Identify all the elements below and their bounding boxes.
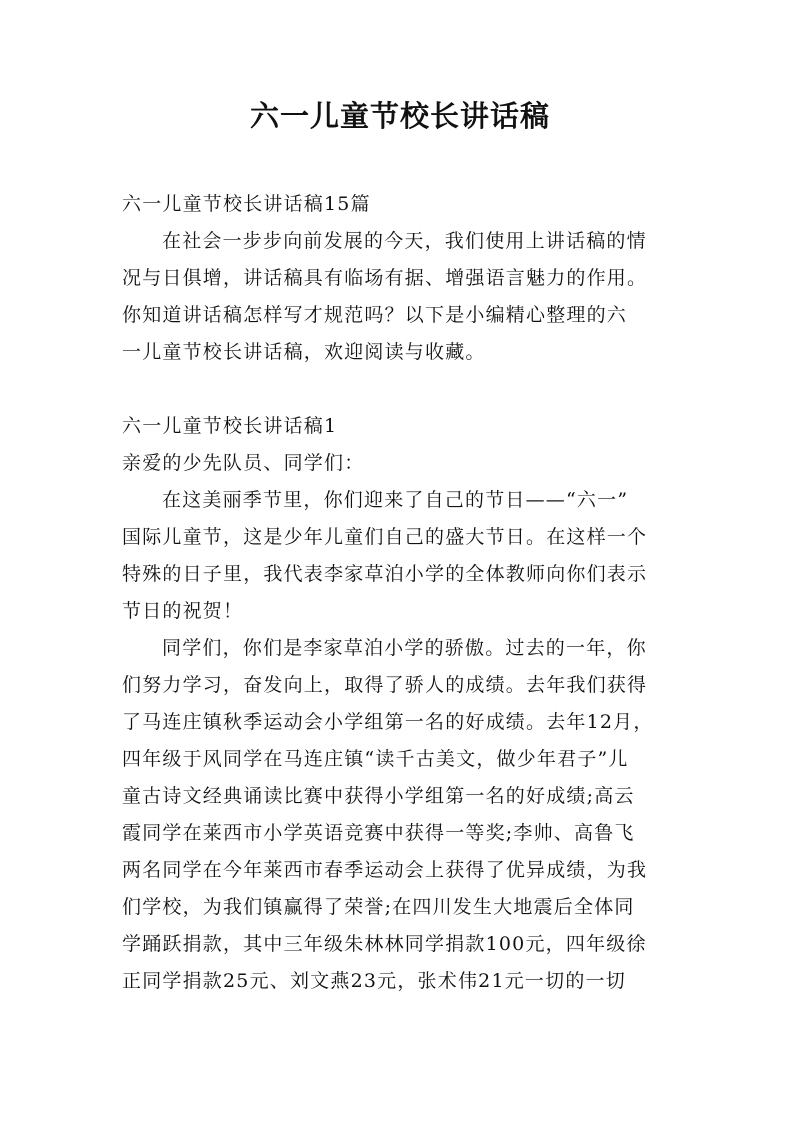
paragraph-line: 们努力学习，奋发向上，取得了骄人的成绩。去年我们获得 [122,674,648,696]
paragraph-line: 特殊的日子里，我代表李家草泊小学的全体教师向你们表示 [122,563,648,585]
paragraph-line: 同学们，你们是李家草泊小学的骄傲。过去的一年，你 [162,637,647,659]
paragraph-line: 在这美丽季节里，你们迎来了自己的节日——“六一” [162,489,629,511]
document-body [122,186,686,1000]
intro-line: 一儿童节校长讲话稿，欢迎阅读与收藏。 [122,341,486,363]
section-heading: 六一儿童节校长讲话稿1 [122,415,338,437]
paragraph-line: 了马连庄镇秋季运动会小学组第一名的好成绩。去年12月， [122,711,654,733]
paragraph-line: 四年级于风同学在马连庄镇“读千古美文，做少年君子”儿 [122,748,629,770]
paragraph-line: 两名同学在今年莱西市春季运动会上获得了优异成绩，为我 [122,859,648,881]
salutation: 亲爱的少先队员、同学们： [122,452,365,474]
paragraph-line: 童古诗文经典诵读比赛中获得小学组第一名的好成绩;高云 [122,785,635,807]
intro-line: 你知道讲话稿怎样写才规范吗？以下是小编精心整理的六 [122,304,628,326]
blank-line [122,371,686,408]
paragraph-line: 节日的祝贺！ [122,600,244,622]
subtitle: 六一儿童节校长讲话稿15篇 [122,193,371,215]
document-title: 六一儿童节校长讲话稿 [249,99,550,133]
paragraph-line: 正同学捐款25元、刘文燕23元，张术伟21元一切的一切 [122,970,626,992]
paragraph-line: 国际儿童节，这是少年儿童们自己的盛大节日。在这样一个 [122,526,648,548]
paragraph-line: 们学校，为我们镇赢得了荣誉;在四川发生大地震后全体同 [122,896,635,918]
paragraph-line: 学踊跃捐款，其中三年级朱林林同学捐款100元，四年级徐 [122,933,647,955]
paragraph-line: 霞同学在莱西市小学英语竞赛中获得一等奖;李帅、高鲁飞 [122,822,635,844]
intro-line: 况与日俱增，讲话稿具有临场有据、增强语言魅力的作用。 [122,267,648,289]
intro-line: 在社会一步步向前发展的今天，我们使用上讲话稿的情 [162,230,647,252]
